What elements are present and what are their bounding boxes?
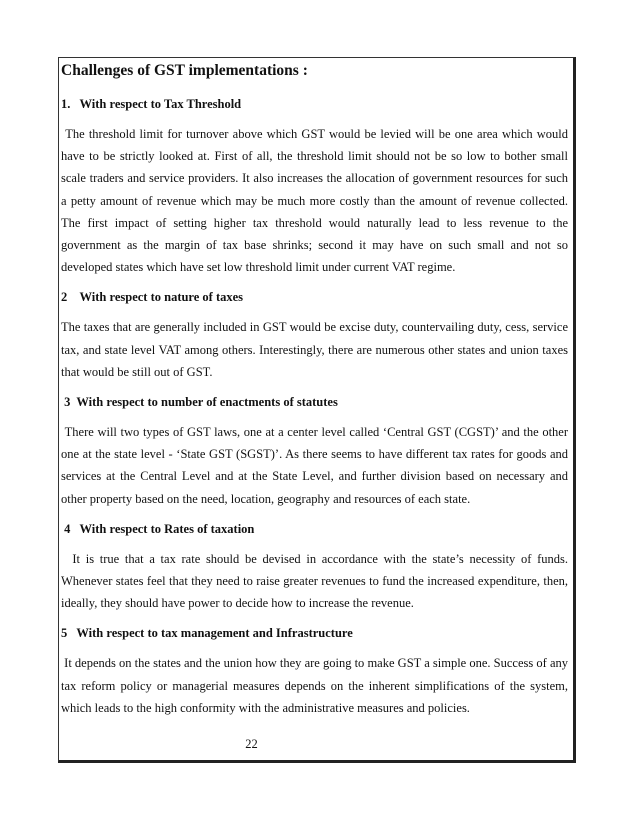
section-paragraph: It is true that a tax rate should be devised in accordance with the state’s necessity of funds. Whenever states feel that they need to raise greater revenues to fund the increased expenditure, then, ideally, they should have power to decide how to increase the revenue. [61, 551, 572, 611]
section-nature-of-taxes [61, 288, 572, 383]
section-enactments-of-statutes [61, 393, 572, 510]
section-heading: 1. With respect to Tax Threshold [61, 97, 242, 111]
section-heading: 3 With respect to number of enactments of statutes [61, 395, 338, 410]
section-paragraph: It depends on the states and the union how they are going to make GST a simple one. Success of any tax reform policy or managerial measures depends on the inherent simplifications of the system, which leads to the high conformity with the administrative measures and policies. [61, 656, 572, 715]
section-heading: 5 With respect to tax management and Infrastructure [61, 626, 353, 641]
section-heading: 4 With respect to Rates of taxation [61, 521, 255, 536]
page-content [61, 60, 572, 751]
page-number: 22 [245, 737, 258, 751]
section-rates-of-taxation [61, 520, 572, 615]
page-title: Challenges of GST implementations : [61, 62, 308, 79]
section-paragraph: The threshold limit for turnover above which GST would be levied will be one area which would have to be strictly looked at. First of all, the threshold limit should not be so low to bother small scale traders and service providers. It also increases the allocation of government resources for such a petty amount of revenue which may be much more costly than the amount of revenue collected. The first impact of setting higher tax threshold would naturally lead to less revenue to the government as the margin of tax base shrinks; second it may have on such small and not so developed states which have set low threshold limit under current VAT regime. [61, 127, 572, 275]
section-paragraph: The taxes that are generally included in GST would be excise duty, countervailing duty, cess, service tax, and state level VAT among others. Interestingly, there are numerous other states and union taxes that would be still out of GST. [61, 320, 572, 379]
section-heading: 2 With respect to nature of taxes [61, 290, 244, 305]
section-tax-threshold [61, 95, 572, 278]
section-paragraph: There will two types of GST laws, one at a center level called ‘Central GST (CGST)’ and the other one at the state level - ‘State GST (SGST)’. As there seems to have different tax rates for goods and services at the Central Level and at the State Level, and further division based on necessary and other property based on the need, location, geography and resources of each state. [61, 425, 572, 506]
section-tax-management [61, 624, 572, 719]
